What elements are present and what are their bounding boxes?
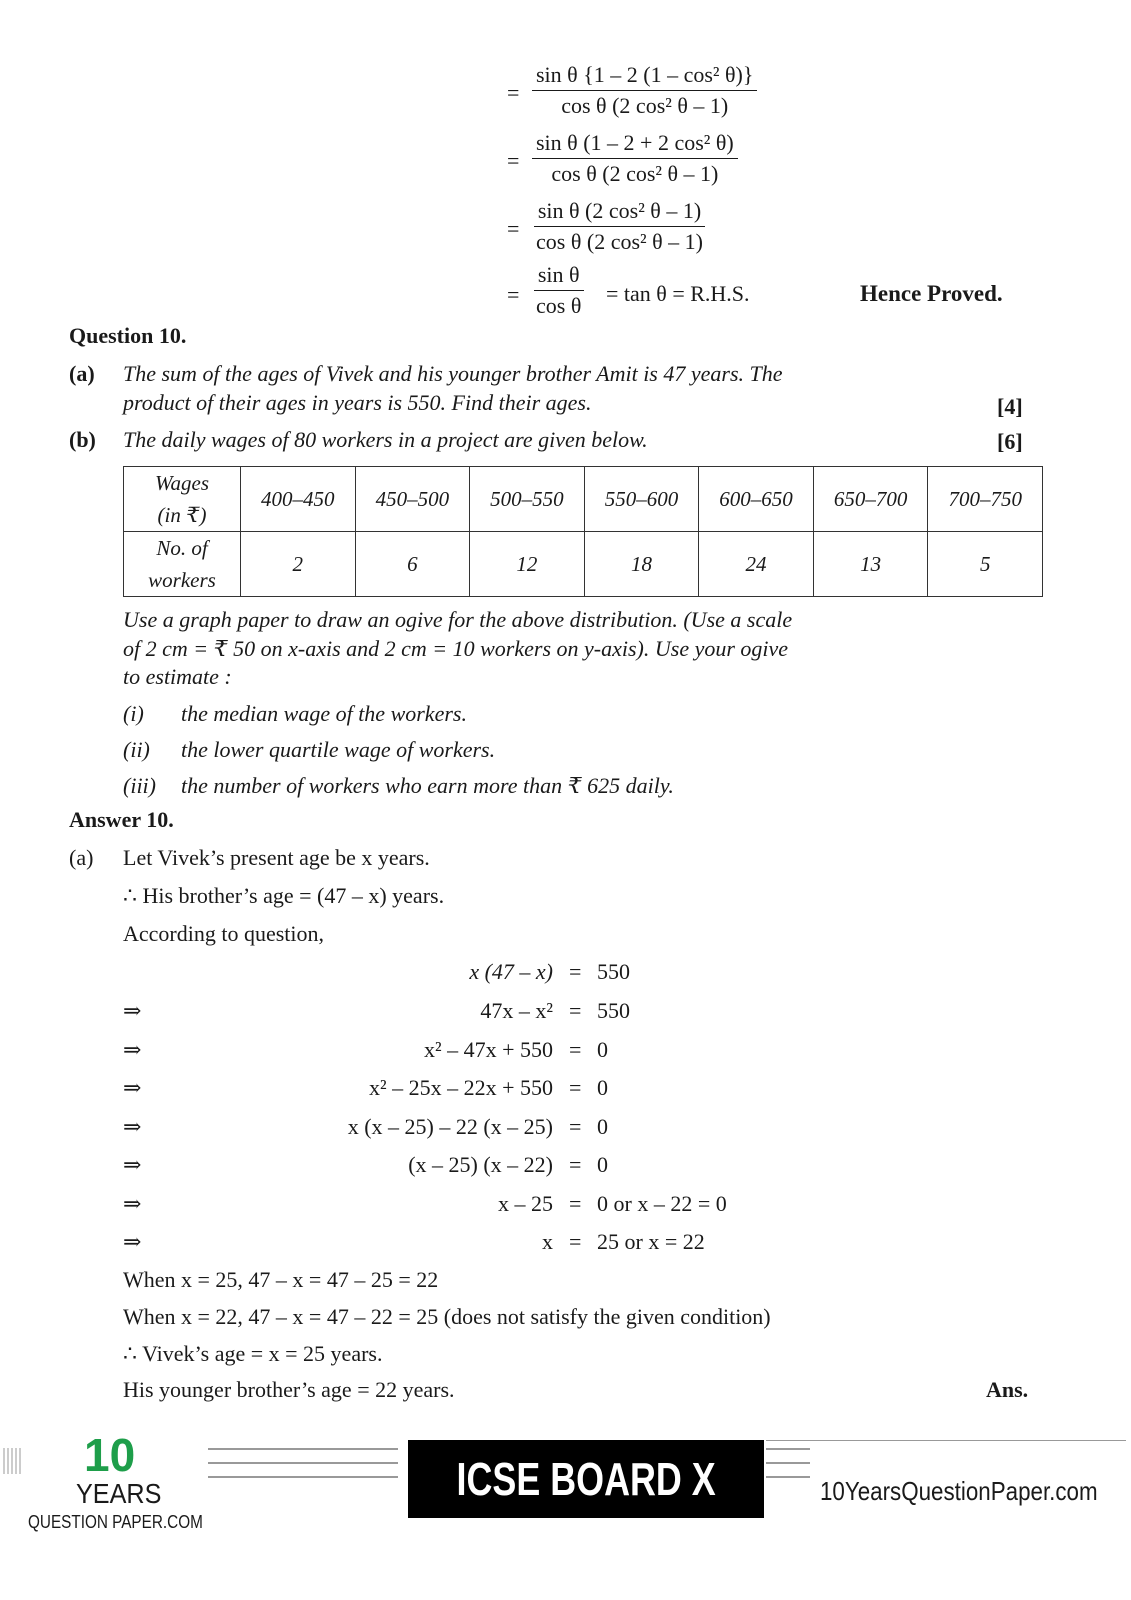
table-cell: 6 — [355, 532, 470, 597]
step-lhs: x — [542, 1229, 553, 1254]
hence-proved: Hence Proved. — [860, 281, 1003, 306]
table-cell: 700–750 — [928, 467, 1043, 532]
board-banner — [408, 1440, 764, 1518]
denominator: cos θ (2 cos² θ – 1) — [551, 161, 719, 186]
numerator: sin θ (2 cos² θ – 1) — [534, 198, 705, 227]
proof-step-2 — [532, 130, 738, 187]
table-cell: 400–450 — [241, 467, 356, 532]
answer-line-3: According to question, — [123, 921, 325, 946]
step-rhs: 0 — [597, 1114, 608, 1139]
footer-divider — [766, 1462, 810, 1464]
eq-sign: = — [507, 216, 520, 241]
implies-arrow-icon: ⇒ — [123, 1191, 142, 1216]
step-lhs: x – 25 — [498, 1191, 553, 1216]
footer-divider — [208, 1448, 398, 1450]
logo-subtitle: QUESTION PAPER.COM — [28, 1512, 203, 1532]
wages-table — [123, 466, 1043, 597]
step-lhs: x (47 – x) — [469, 959, 553, 984]
part-b-line: The daily wages of 80 workers in a project are given below. — [123, 427, 648, 452]
instruction-line-2: of 2 cm = ₹ 50 on x-axis and 2 cm = 10 workers on y-axis). Use your ogive — [123, 636, 789, 661]
table-cell: 24 — [699, 532, 814, 597]
numerator: sin θ {1 – 2 (1 – cos² θ)} — [532, 62, 757, 91]
item-i-text: the median wage of the workers. — [181, 701, 467, 726]
implies-arrow-icon: ⇒ — [123, 1114, 142, 1139]
header-wages-unit: (in ₹) — [157, 503, 207, 527]
implies-arrow-icon: ⇒ — [123, 1037, 142, 1062]
table-row — [124, 467, 1043, 532]
item-ii-label: (ii) — [123, 737, 150, 762]
item-iii-label: (iii) — [123, 773, 156, 798]
logo-number: 10 — [84, 1429, 136, 1481]
step-rhs: 0 — [597, 1075, 608, 1100]
step-rhs: 0 or x – 22 = 0 — [597, 1191, 727, 1216]
footer-divider — [766, 1448, 810, 1450]
part-b-label: (b) — [69, 427, 96, 452]
table-cell: 550–600 — [584, 467, 699, 532]
step-rhs: 0 — [597, 1152, 608, 1177]
eq-sign: = — [507, 80, 520, 105]
header-cell-workers — [124, 532, 241, 597]
when-line-2: When x = 22, 47 – x = 47 – 22 = 25 (does not satisfy the given condition) — [123, 1304, 771, 1329]
table-cell: 5 — [928, 532, 1043, 597]
step-lhs: 47x – x² — [480, 998, 553, 1023]
proof-step-4 — [532, 262, 585, 319]
eq-sign: = — [569, 998, 582, 1023]
vivek-age: ∴ Vivek’s age = x = 25 years. — [123, 1341, 383, 1366]
table-row — [124, 532, 1043, 597]
question-title: Question 10. — [69, 323, 187, 348]
numerator: sin θ — [534, 262, 584, 291]
implies-arrow-icon: ⇒ — [123, 1229, 142, 1254]
site-link[interactable]: 10YearsQuestionPaper.com — [820, 1476, 1098, 1506]
answer-line-1: Let Vivek’s present age be x years. — [123, 845, 430, 870]
header-workers-l2: workers — [148, 568, 216, 592]
eq-sign: = — [569, 1075, 582, 1100]
implies-arrow-icon: ⇒ — [123, 1152, 142, 1177]
proof-step-3 — [532, 198, 707, 255]
answer-title: Answer 10. — [69, 807, 174, 832]
eq-sign: = — [507, 282, 520, 307]
item-iii-text: the number of workers who earn more than ₹ 625 daily. — [181, 773, 674, 798]
item-i-label: (i) — [123, 701, 144, 726]
item-ii-text: the lower quartile wage of workers. — [181, 737, 496, 762]
logo-years: YEARS — [76, 1478, 162, 1509]
instruction-line-1: Use a graph paper to draw an ogive for the above distribution. (Use a scale — [123, 607, 793, 632]
board-title: ICSE BOARD X — [456, 1453, 716, 1505]
ans-label: Ans. — [986, 1377, 1029, 1402]
table-cell: 650–700 — [813, 467, 928, 532]
step-rhs: 0 — [597, 1037, 608, 1062]
footer-divider — [208, 1476, 398, 1478]
step-lhs: x² – 25x – 22x + 550 — [368, 1075, 553, 1100]
numerator: sin θ (1 – 2 + 2 cos² θ) — [532, 130, 738, 159]
implies-arrow-icon: ⇒ — [123, 998, 142, 1023]
step-rhs: 550 — [597, 998, 630, 1023]
table-cell: 450–500 — [355, 467, 470, 532]
eq-sign: = — [569, 1037, 582, 1062]
part-a-line-1: The sum of the ages of Vivek and his younger brother Amit is 47 years. The — [123, 361, 783, 386]
eq-sign: = — [569, 1152, 582, 1177]
barcode-icon — [2, 1448, 24, 1474]
part-a-line-2: product of their ages in years is 550. Find their ages. — [123, 390, 592, 415]
eq-sign: = — [569, 1191, 582, 1216]
eq-sign: = — [569, 1229, 582, 1254]
header-workers-l1: No. of — [156, 536, 208, 560]
part-b-marks: [6] — [997, 429, 1023, 454]
implies-arrow-icon: ⇒ — [123, 1075, 142, 1100]
brother-age: His younger brother’s age = 22 years. — [123, 1377, 455, 1402]
proof-conclusion: = tan θ = R.H.S. — [606, 281, 750, 306]
denominator: cos θ — [536, 293, 582, 318]
eq-sign: = — [569, 1114, 582, 1139]
footer-divider — [766, 1476, 810, 1478]
header-wages-label: Wages — [154, 471, 210, 495]
table-cell: 2 — [241, 532, 356, 597]
eq-sign: = — [569, 959, 582, 984]
step-rhs: 550 — [597, 959, 630, 984]
footer-divider — [208, 1462, 398, 1464]
step-rhs: 25 or x = 22 — [597, 1229, 705, 1254]
answer-line-2: ∴ His brother’s age = (47 – x) years. — [123, 883, 445, 908]
instruction-line-3: to estimate : — [123, 664, 232, 689]
table-cell: 13 — [813, 532, 928, 597]
step-lhs: x² – 47x + 550 — [423, 1037, 553, 1062]
proof-step-1 — [532, 62, 757, 119]
answer-a-label: (a) — [69, 845, 94, 870]
denominator: cos θ (2 cos² θ – 1) — [536, 229, 703, 254]
table-cell: 12 — [470, 532, 585, 597]
part-a-marks: [4] — [997, 394, 1023, 419]
table-cell: 500–550 — [470, 467, 585, 532]
denominator: cos θ (2 cos² θ – 1) — [561, 93, 729, 118]
table-cell: 600–650 — [699, 467, 814, 532]
table-cell: 18 — [584, 532, 699, 597]
footer-divider — [766, 1440, 1126, 1441]
step-lhs: x (x – 25) – 22 (x – 25) — [347, 1114, 553, 1139]
part-a-label: (a) — [69, 361, 95, 386]
eq-sign: = — [507, 148, 520, 173]
step-lhs: (x – 25) (x – 22) — [408, 1152, 553, 1177]
when-line-1: When x = 25, 47 – x = 47 – 25 = 22 — [123, 1267, 439, 1292]
header-cell-wages — [124, 467, 241, 532]
